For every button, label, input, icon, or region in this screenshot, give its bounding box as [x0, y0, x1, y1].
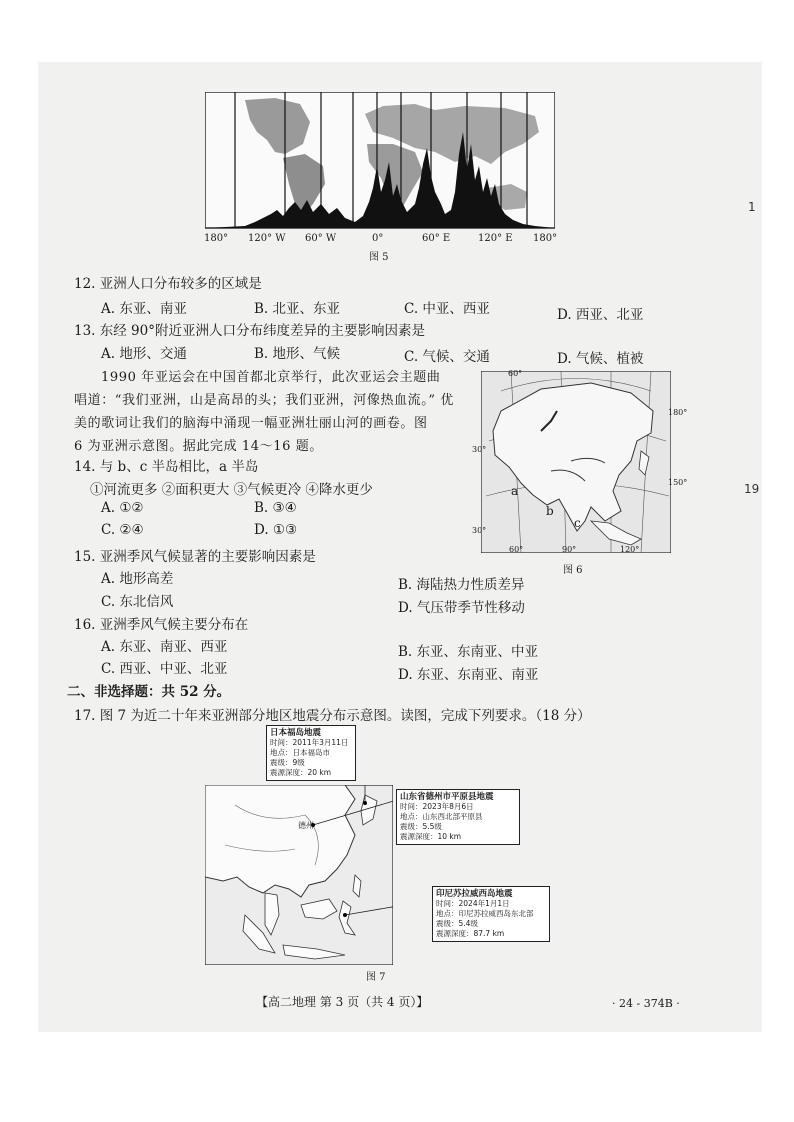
q15-option-a: A. 地形高差 — [101, 571, 174, 587]
q14-option-b: B. ③④ — [254, 500, 297, 516]
q14-option-d: D. ①③ — [254, 522, 298, 538]
callout-sulawesi-line-3: 震级：5.4级 — [436, 919, 478, 928]
figure6-label-30n: 30° — [472, 445, 487, 454]
figure6-label-60n: 60° — [508, 369, 523, 378]
callout-sulawesi-line-1: 时间：2024年1月1日 — [436, 899, 510, 908]
figure7-map — [205, 785, 393, 965]
q13-stem: 13. 东经 90°附近亚洲人口分布纬度差异的主要影响因素是 — [74, 323, 425, 339]
figure6-label-a: a — [511, 484, 519, 498]
q15-stem: 15. 亚洲季风气候显著的主要影响因素是 — [74, 549, 316, 565]
figure7 — [205, 785, 393, 965]
q13-option-c: C. 气候、交通 — [404, 349, 490, 365]
q12-option-b: B. 北亚、东亚 — [254, 301, 341, 317]
callout-pingyuan-line-2: 地点：山东西北部平原县 — [400, 812, 483, 821]
footer-right: · 24 - 374B · — [612, 997, 680, 1010]
callout-fukushima-line-3: 震级：9级 — [270, 758, 305, 767]
figure5 — [205, 92, 558, 244]
figure5-caption: 图 5 — [369, 252, 389, 263]
figure5-tick-0: 180° — [204, 233, 229, 244]
q16-stem: 16. 亚洲季风气候主要分布在 — [74, 617, 249, 633]
margin-mark-top: 1 — [748, 200, 756, 214]
q17-stem: 17. 图 7 为近二十年来亚洲部分地区地震分布示意图。读图，完成下列要求。（18 分） — [74, 708, 591, 724]
figure5-chart — [205, 92, 558, 244]
callout-fukushima — [266, 725, 356, 781]
q12-stem: 12. 亚洲人口分布较多的区域是 — [74, 276, 262, 292]
figure5-tick-2: 60° W — [305, 233, 337, 244]
q16-option-c: C. 西亚、中亚、北亚 — [101, 661, 228, 677]
passage-line-4: 6 为亚洲示意图。据此完成 14～16 题。 — [74, 439, 323, 454]
figure5-tick-4: 60° E — [422, 233, 451, 244]
figure6-label-30s: 30° — [472, 526, 487, 535]
figure5-tick-3: 0° — [372, 233, 384, 244]
figure6-label-90e: 90° — [562, 545, 577, 554]
figure5-tick-1: 120° W — [248, 233, 286, 244]
figure7-map-label: 德州 — [298, 821, 314, 830]
passage-line-3: 美的歌词让我们的脑海中涌现一幅亚洲壮丽山河的画卷。图 — [74, 416, 428, 431]
callout-sulawesi — [432, 886, 550, 942]
section2-title: 二、非选择题：共 52 分。 — [67, 684, 231, 700]
q15-option-c: C. 东北信风 — [101, 594, 174, 610]
figure5-tick-6: 180° — [533, 233, 558, 244]
q16-option-b: B. 东亚、东南亚、中亚 — [398, 644, 539, 660]
callout-fukushima-line-2: 地点：日本福岛市 — [270, 748, 330, 757]
q14-statements: ①河流更多 ②面积更大 ③气候更冷 ④降水更少 — [90, 482, 373, 498]
q13-option-b: B. 地形、气候 — [254, 346, 341, 362]
q14-option-a: A. ①② — [101, 500, 144, 516]
figure6-label-120e: 120° — [620, 545, 640, 554]
q16-option-d: D. 东亚、东南亚、南亚 — [398, 667, 539, 683]
callout-pingyuan-line-4: 震源深度：10 km — [400, 832, 462, 841]
figure6-label-b: b — [546, 504, 554, 518]
q16-option-a: A. 东亚、南亚、西亚 — [101, 639, 228, 655]
q15-option-d: D. 气压带季节性移动 — [398, 600, 525, 616]
q12-option-a: A. 东亚、南亚 — [101, 301, 187, 317]
margin-mark-mid: 19 — [744, 482, 760, 496]
figure6-label-180: 180° — [668, 408, 688, 417]
figure6-label-c: c — [574, 516, 581, 530]
callout-fukushima-line-4: 震源深度：20 km — [270, 768, 332, 777]
q12-option-c: C. 中亚、西亚 — [404, 301, 490, 317]
q12-option-d: D. 西亚、北亚 — [557, 307, 644, 323]
passage-line-2: 唱道：“我们亚洲，山是高昂的头；我们亚洲，河像热血流。” 优 — [74, 393, 454, 408]
callout-sulawesi-line-2: 地点：印尼苏拉威西岛东北部 — [436, 909, 534, 918]
callout-fukushima-line-1: 时间：2011年3月11日 — [270, 738, 349, 747]
figure5-tick-5: 120° E — [478, 233, 513, 244]
callout-pingyuan — [396, 789, 520, 845]
q13-option-d: D. 气候、植被 — [557, 351, 644, 367]
figure7-caption: 图 7 — [366, 972, 386, 983]
callout-pingyuan-line-1: 时间：2023年8月6日 — [400, 802, 474, 811]
q14-option-c: C. ②④ — [101, 522, 144, 538]
callout-pingyuan-line-3: 震级：5.5级 — [400, 822, 442, 831]
callout-fukushima-title: 日本福岛地震 — [270, 728, 322, 738]
passage-line-1: 1990 年亚运会在中国首都北京举行，此次亚运会主题曲 — [101, 370, 441, 385]
footer-center: 【高二地理 第 3 页（共 4 页）】 — [256, 995, 429, 1009]
q13-option-a: A. 地形、交通 — [101, 346, 187, 362]
callout-sulawesi-title: 印尼苏拉威西岛地震 — [436, 889, 513, 899]
figure6-label-150: 150° — [668, 478, 688, 487]
q15-option-b: B. 海陆热力性质差异 — [398, 577, 525, 593]
callout-sulawesi-line-4: 震源深度：87.7 km — [436, 929, 505, 938]
figure6-label-60e: 60° — [509, 545, 524, 554]
callout-pingyuan-title: 山东省德州市平原县地震 — [400, 792, 494, 802]
figure6-caption: 图 6 — [563, 565, 583, 576]
q14-stem: 14. 与 b、c 半岛相比，a 半岛 — [74, 459, 259, 475]
